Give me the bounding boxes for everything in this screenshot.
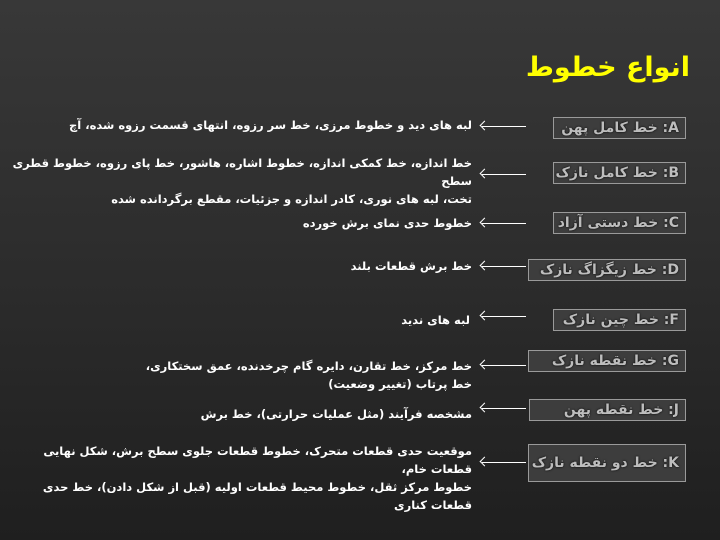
arrow-left-icon <box>482 462 526 463</box>
row-k-description: موقعیت حدی قطعات متحرک، خطوط قطعات جلوی سطح برش، شکل نهایی قطعات خام، خطوط مرکز ثقل، خطوط محیط قطعات اولیه (قبل از شکل دادن)، خط حدی قطعات کناری <box>42 444 472 512</box>
row-f-description: لبه های ندید <box>401 313 470 327</box>
arrow-left-icon <box>482 316 526 317</box>
row-b-label-box: B: خط کامل نازک <box>553 162 686 184</box>
row-g-label-box: G: خط نقطه نازک <box>528 350 686 372</box>
arrow-left-icon <box>482 408 526 409</box>
slide-title: انواع خطوط <box>525 52 690 83</box>
row-f-label-box: F: خط چین نازک <box>553 309 686 331</box>
row-d-description: خط برش قطعات بلند <box>350 259 472 273</box>
arrow-left-icon <box>482 266 526 267</box>
row-j-label-box: J: خط نقطه پهن <box>529 399 686 421</box>
row-c-label-box: C: خط دستی آزاد <box>553 212 686 234</box>
row-k-label-box: K: خط دو نقطه نازک <box>528 444 686 482</box>
arrow-left-icon <box>482 365 526 366</box>
row-d-label-box: D: خط زیگزاگ نازک <box>528 259 686 281</box>
row-a-description: لبه های دید و خطوط مرزی، خط سر رزوه، انتهای قسمت رزوه شده، آچ <box>69 118 472 132</box>
row-b-description: خط اندازه، خط کمکی اندازه، خطوط اشاره، هاشور، خط پای رزوه، خطوط قطری سطح تخت، لبه های نوری، کادر اندازه و جزئیات، مقطع برگردانده شده <box>12 156 472 206</box>
arrow-left-icon <box>482 174 526 175</box>
row-g-description: خط مرکز، خط تقارن، دایره گام چرخدنده، عمق سختکاری، خط پرتاب (تغییر وضعیت) <box>145 359 472 391</box>
arrow-left-icon <box>482 223 526 224</box>
row-c-description: خطوط حدی نمای برش خورده <box>302 216 472 230</box>
row-j-description: مشخصه فرآیند (مثل عملیات حرارتی)، خط برش <box>200 407 472 421</box>
arrow-left-icon <box>482 126 526 127</box>
row-a-label-box: A: خط کامل پهن <box>553 117 686 139</box>
